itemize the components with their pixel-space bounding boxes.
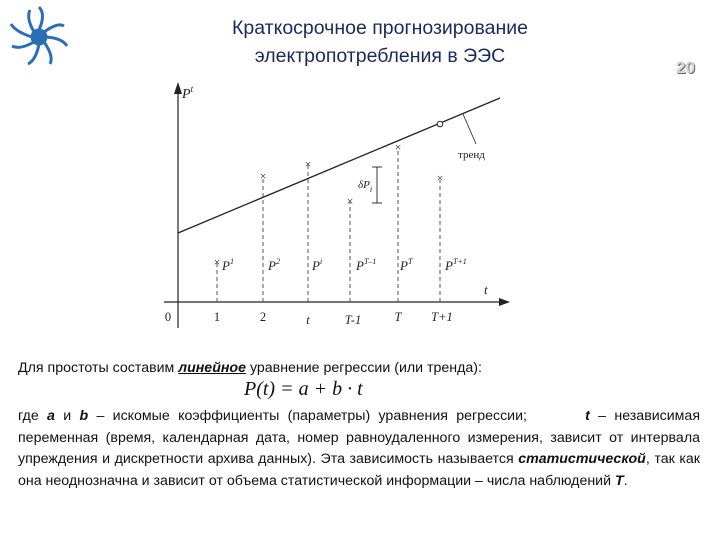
para-end: . (623, 472, 628, 489)
x-tick-2: 2 (259, 310, 267, 324)
intro-prefix: Для простоты составим (18, 360, 179, 376)
trend-forecast-point (437, 121, 443, 127)
x-axis-label: t (484, 282, 488, 297)
intro-emphasis: линейное (178, 360, 246, 376)
title-line-2: электропотребления в ЭЭС (254, 45, 506, 67)
para-var-T: T (614, 472, 624, 489)
point-label-t-1: $P^{T-1}$ (356, 257, 377, 273)
para-var-b: b (79, 408, 89, 424)
trend-diagram (150, 80, 515, 338)
intro-suffix: уравнение регрессии (или тренда): (246, 360, 482, 376)
point-marker-T: × (394, 140, 402, 154)
x-tick-T: T (394, 310, 402, 324)
company-logo (6, 4, 72, 70)
x-tick-0: 0 (164, 310, 172, 324)
para-var-a: a (47, 408, 55, 424)
x-tick-1: 1 (213, 310, 221, 324)
para-rest-1: – искомые коэффициенты (параметры) уравнения регрессии; (88, 408, 527, 424)
explanation-paragraph (18, 406, 700, 492)
point-marker-t1: × (436, 171, 444, 185)
point-marker-1: × (213, 255, 221, 269)
regression-formula (240, 370, 420, 406)
y-axis-arrow (174, 82, 182, 94)
x-tick-T-1: T-1 (344, 313, 362, 327)
trend-label-leader (463, 114, 476, 144)
para-statistical: статистической (518, 451, 646, 468)
para-rest-2: – независимая переменная (время, календарная дата, номер равноудаленного измерения, зависит от интервала упреждения и дискретности архива данных). Эта зависимость называется (18, 408, 701, 468)
deviation-label: $\delta P_i$ (358, 179, 373, 194)
point-marker-2: × (259, 169, 267, 183)
point-marker-t: × (304, 157, 312, 171)
para-and: и (54, 408, 80, 424)
para-where: где (18, 408, 48, 424)
formula-text: P(t) = a + b · t (244, 378, 363, 400)
dashed-verticals (217, 148, 440, 302)
x-tick-T+1: T+1 (431, 310, 453, 324)
x-axis-arrow (499, 298, 510, 306)
point-label-1: $P^1$ (222, 257, 234, 273)
trend-label: тренд (458, 149, 485, 161)
para-var-t: t (585, 408, 590, 424)
page-number: 20 (676, 58, 695, 77)
para-rest-3: , так как она неоднозначна и зависит от объема статистической информации – числа наблюдений (18, 451, 700, 489)
title-line-1: Краткосрочное прогнозирование (232, 17, 528, 39)
point-label-2: $P^2$ (268, 257, 280, 273)
point-label-T: $P^T$ (400, 257, 413, 273)
y-axis-label: $P^t$ (182, 84, 194, 102)
x-tick-t: t (306, 313, 310, 327)
point-marker-t-1: × (346, 194, 354, 208)
slide-title (150, 14, 610, 70)
trend-line (178, 98, 500, 233)
point-label-t: $P^i$ (312, 257, 323, 273)
point-label-t1: $P^{T+1}$ (445, 257, 467, 273)
